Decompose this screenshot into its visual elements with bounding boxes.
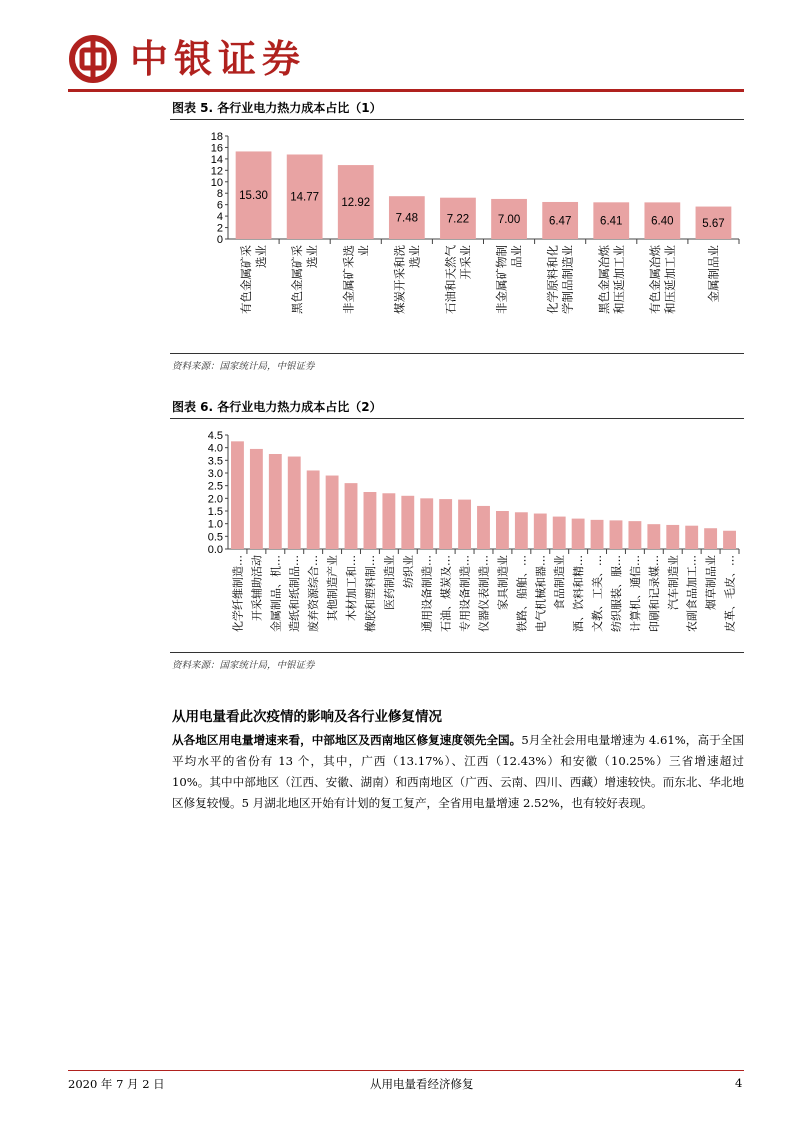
fig6-x-tick-label: 通用设备制造…: [420, 555, 434, 632]
fig6-bar: [572, 519, 585, 549]
fig6-bar: [685, 526, 698, 549]
fig6-bar: [704, 528, 717, 549]
fig6-bar: [401, 496, 414, 549]
fig6-x-tick-label: 医药制造业: [382, 555, 396, 610]
fig5-x-tick-label: 开采业: [458, 245, 473, 280]
fig5-data-label: 6.41: [600, 215, 623, 228]
fig6-x-label-group: [571, 555, 585, 632]
fig6-y-tick-label: 4.5: [207, 430, 223, 442]
fig6-x-label-group: [495, 555, 509, 610]
fig6-x-tick-label: 专用设备制造…: [458, 555, 472, 632]
fig6-x-tick-label: 计算机、通信…: [628, 555, 642, 632]
fig6-x-tick-label: 皮革、毛皮、…: [723, 555, 737, 632]
boc-logo-icon: [68, 34, 118, 84]
fig6-bar: [496, 511, 509, 549]
fig6-x-label-group: [609, 555, 623, 632]
footer-title: 从用电量看经济修复: [370, 1077, 474, 1091]
fig6-x-label-group: [230, 555, 244, 632]
fig6-x-label-group: [590, 555, 604, 632]
fig5-data-label: 6.47: [548, 215, 572, 228]
fig5-data-label: 7.00: [497, 213, 521, 226]
fig5-data-label: 5.67: [702, 217, 725, 230]
fig6-bar: [458, 500, 471, 549]
fig6-y-tick-label: 3.5: [207, 455, 223, 468]
fig6-x-label-group: [666, 555, 680, 610]
section-heading: 从用电量看此次疫情的影响及各行业修复情况: [172, 709, 442, 725]
fig5-y-tick-label: 8: [216, 188, 223, 201]
fig6-bar: [553, 517, 566, 549]
fig5-x-tick-label: 煤炭开采和洗: [392, 245, 407, 314]
figure5-top-rule: [170, 119, 744, 120]
fig5-x-label-group: [341, 245, 370, 315]
fig5-y-tick-label: 14: [210, 153, 223, 166]
figure6-title: 图表 6. 各行业电力热力成本占比（2）: [172, 400, 382, 414]
fig6-bar: [666, 525, 679, 549]
fig5-x-tick-label: 学制品制造业: [560, 245, 575, 314]
fig6-y-tick-label: 0.5: [207, 531, 223, 544]
fig6-x-label-group: [344, 555, 358, 621]
fig6-x-tick-label: 废弃资源综合…: [307, 555, 321, 632]
fig5-y-tick-label: 12: [210, 165, 223, 178]
fig6-y-tick-label: 2.5: [207, 480, 223, 493]
fig5-y-tick-label: 4: [216, 211, 223, 224]
fig5-x-label-group: [239, 245, 268, 314]
fig5-y-tick-label: 0: [216, 234, 223, 246]
fig5-data-label: 12.92: [341, 197, 371, 210]
fig6-x-tick-label: 酒、饮料和精…: [572, 555, 586, 632]
fig5-x-label-group: [648, 245, 677, 314]
fig6-bar: [723, 531, 736, 549]
fig5-x-tick-label: 选业: [305, 245, 320, 268]
fig6-bar: [326, 476, 339, 549]
fig5-x-label-group: [392, 245, 421, 314]
fig5-x-label-group: [597, 245, 626, 314]
fig6-x-label-group: [514, 555, 528, 632]
fig5-data-label: 7.48: [395, 212, 419, 225]
fig5-x-tick-label: 非金属矿采选: [341, 245, 356, 314]
fig5-y-tick-label: 2: [216, 222, 223, 235]
fig6-bar: [628, 521, 641, 549]
fig5-x-tick-label: 和压延加工业: [611, 245, 626, 314]
figure5-title: 图表 5. 各行业电力热力成本占比（1）: [172, 101, 382, 115]
fig5-y-tick-label: 18: [210, 131, 223, 143]
fig5-x-tick-label: 有色金属矿采: [239, 245, 254, 314]
fig6-x-tick-label: 电气机械和器…: [534, 555, 548, 632]
fig6-bar: [231, 441, 244, 549]
fig6-x-label-group: [325, 555, 339, 621]
figure5-source: 资料来源：国家统计局，中银证券: [172, 361, 315, 372]
fig5-data-label: 7.22: [446, 213, 470, 226]
fig6-x-tick-label: 纺织业: [401, 555, 415, 588]
fig5-y-tick-label: 6: [216, 199, 223, 212]
fig6-x-label-group: [685, 555, 699, 632]
fig6-x-label-group: [647, 555, 661, 632]
fig5-x-tick-label: 业: [356, 245, 371, 257]
fig5-y-tick-label: 16: [210, 142, 223, 155]
fig5-x-tick-label: 黑色金属冶炼: [596, 245, 611, 314]
fig6-y-tick-label: 1.5: [207, 506, 223, 518]
fig6-x-tick-label: 开采辅助活动: [250, 555, 264, 621]
fig6-x-label-group: [552, 555, 566, 610]
fig6-x-tick-label: 金属制品、机…: [269, 555, 283, 632]
fig6-x-tick-label: 石油、煤炭及…: [439, 555, 453, 632]
footer-date: 2020 年 7 月 2 日: [68, 1077, 165, 1091]
fig6-x-label-group: [533, 555, 547, 632]
figure6-top-rule: [170, 418, 744, 419]
fig6-x-label-group: [363, 555, 377, 632]
fig6-x-tick-label: 文教、工美、…: [591, 555, 605, 632]
fig5-x-tick-label: 非金属矿物制: [494, 245, 509, 314]
fig6-x-tick-label: 造纸和纸制品…: [288, 555, 302, 632]
fig6-x-tick-label: 木材加工和…: [345, 555, 359, 621]
section-paragraph: [172, 730, 744, 814]
fig6-x-label-group: [420, 555, 434, 632]
fig6-x-label-group: [477, 555, 491, 632]
fig6-bar: [364, 492, 377, 549]
figure5-bottom-rule: [170, 353, 744, 354]
fig6-x-tick-label: 汽车制造业: [666, 555, 680, 610]
fig6-bar: [307, 470, 320, 549]
fig6-y-tick-label: 0.0: [207, 544, 223, 556]
fig6-x-tick-label: 橡胶和塑料制…: [363, 555, 377, 632]
fig6-x-label-group: [628, 555, 642, 632]
fig6-x-tick-label: 铁路、船舶、…: [515, 555, 529, 632]
fig6-bar: [591, 520, 604, 549]
fig6-x-label-group: [382, 555, 396, 610]
figure6-bottom-rule: [170, 652, 744, 653]
fig6-x-tick-label: 化学纤维制造…: [231, 555, 245, 632]
fig6-x-label-group: [287, 555, 301, 632]
header-rule: [68, 89, 744, 92]
fig6-x-label-group: [401, 555, 415, 588]
fig6-bar: [647, 524, 660, 549]
figure6-source: 资料来源：国家统计局，中银证券: [172, 660, 315, 671]
fig5-x-tick-label: 化学原料和化: [545, 245, 560, 314]
fig5-data-label: 6.40: [651, 215, 674, 228]
fig6-bar: [477, 506, 490, 549]
fig5-x-label-group: [706, 245, 720, 303]
fig5-x-label-group: [546, 245, 575, 314]
fig6-x-label-group: [458, 555, 472, 632]
fig5-x-tick-label: 有色金属冶炼: [647, 245, 662, 314]
fig6-x-label-group: [723, 555, 737, 632]
fig6-bar: [439, 499, 452, 549]
fig6-bar: [515, 512, 528, 549]
fig6-y-tick-label: 1.0: [207, 518, 223, 531]
fig6-x-tick-label: 其他制造产业: [326, 555, 340, 621]
brand-name: 中银证券: [130, 36, 307, 81]
fig6-x-tick-label: 烟草制品业: [704, 555, 718, 610]
fig5-data-label: 14.77: [290, 191, 320, 204]
paragraph-lead: 从各地区用电量增速来看，中部地区及西南地区修复速度领先全国。: [172, 733, 522, 747]
fig6-bar: [534, 514, 547, 549]
fig5-x-label-group: [495, 245, 524, 314]
fig5-x-tick-label: 和压延加工业: [662, 245, 677, 314]
fig6-y-tick-label: 3.0: [207, 468, 223, 480]
fig6-x-tick-label: 纺织服装、服…: [609, 555, 623, 632]
fig6-x-tick-label: 农副食品加工…: [685, 555, 699, 632]
fig5-x-tick-label: 金属制品业: [706, 245, 721, 303]
paragraph-body: 5月全社会用电量增速为 4.61%，高于全国平均水平的省份有 13 个，其中，广西（13.17%）、江西（12.43%）和安徽（10.25%）三省增速超过 10%。其中中部地区（江西、安徽、湖南）和西南地区（广西、云南、四川、西藏）增速较快。而东北、华北地区修复较慢。5 月湖北地区开始有计划的复工复产，全省用电量增速 2.52%，也有较好表现。: [172, 733, 744, 810]
figure5-chart: [170, 122, 744, 352]
fig6-x-label-group: [306, 555, 320, 632]
fig6-y-tick-label: 2.0: [207, 493, 223, 506]
footer-page-number: 4: [735, 1076, 743, 1090]
fig6-bar: [610, 520, 623, 549]
fig5-x-label-group: [443, 245, 472, 314]
footer-rule: [68, 1070, 744, 1071]
fig6-bar: [420, 498, 433, 549]
fig6-bar: [345, 483, 358, 549]
fig5-x-tick-label: 黑色金属矿采: [290, 245, 305, 314]
fig5-x-tick-label: 选业: [407, 245, 422, 268]
fig5-data-label: 15.30: [239, 190, 268, 203]
fig6-bar: [269, 454, 282, 549]
fig6-bar: [288, 457, 301, 549]
fig5-y-tick-label: 10: [210, 176, 223, 189]
fig6-bar: [250, 449, 263, 549]
fig6-x-tick-label: 食品制造业: [553, 555, 567, 610]
fig6-x-label-group: [249, 555, 263, 621]
fig5-x-tick-label: 品业: [509, 245, 524, 268]
fig6-y-tick-label: 4.0: [207, 442, 223, 455]
fig6-x-label-group: [439, 555, 453, 632]
fig6-x-label-group: [268, 555, 282, 632]
fig6-x-tick-label: 仪器仪表制造…: [477, 555, 491, 632]
page-header: [68, 26, 743, 92]
fig6-x-label-group: [704, 555, 718, 610]
fig5-x-tick-label: 选业: [254, 245, 269, 268]
fig6-bar: [382, 493, 395, 549]
figure6-chart: [170, 421, 744, 651]
fig6-x-tick-label: 印刷和记录媒…: [647, 555, 661, 632]
fig5-x-label-group: [290, 245, 319, 314]
fig6-x-tick-label: 家具制造业: [496, 555, 510, 610]
fig5-x-tick-label: 石油和天然气: [443, 245, 458, 314]
